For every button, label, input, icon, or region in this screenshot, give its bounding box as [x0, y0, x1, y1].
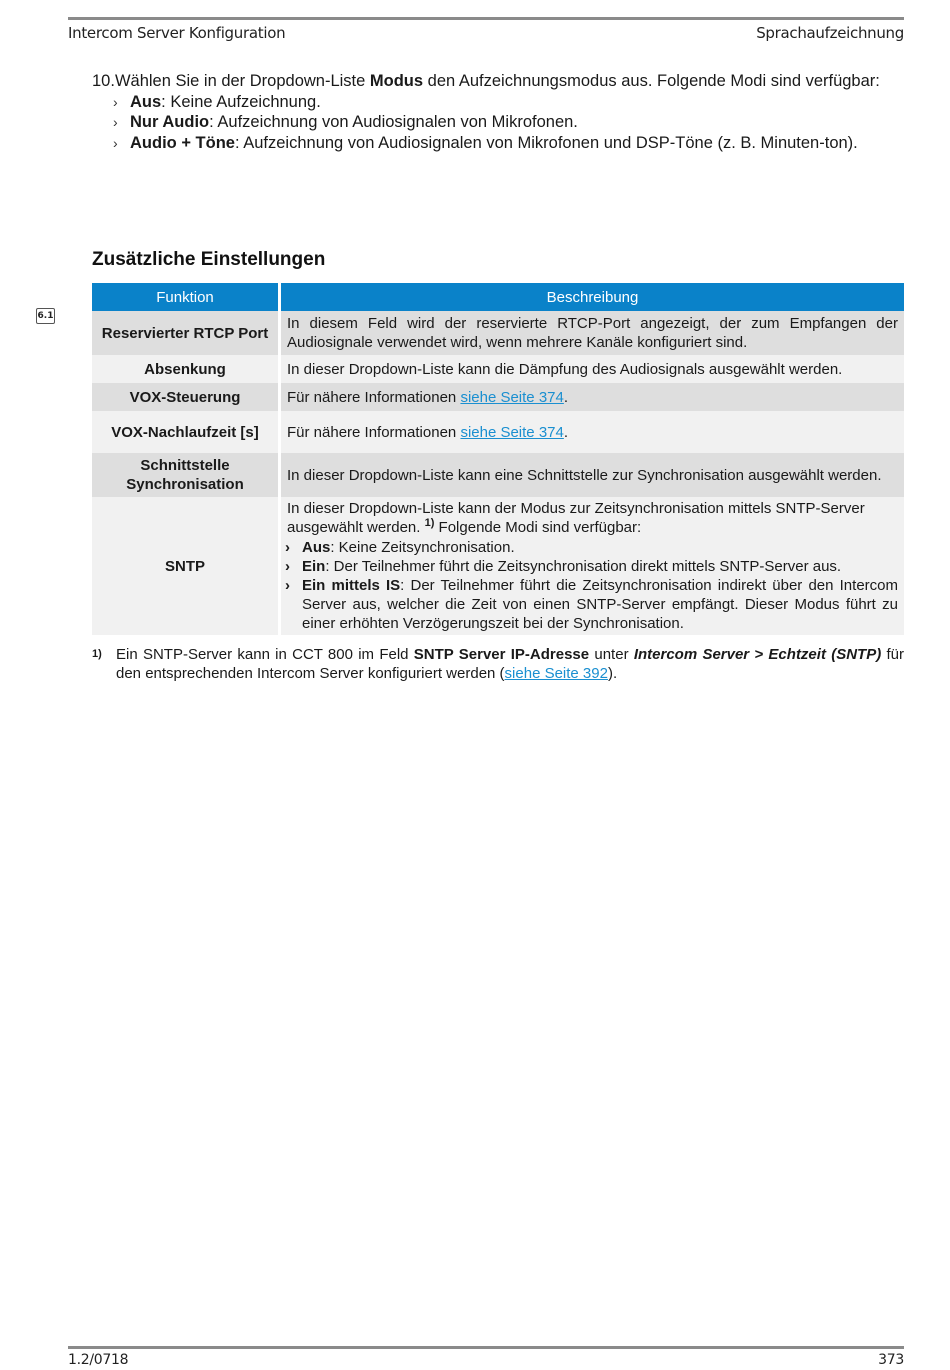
- page-link[interactable]: siehe Seite 374: [460, 388, 564, 406]
- cell-beschreibung: [281, 411, 904, 453]
- desc-text: In dieser Dropdown-Liste kann der Modus zur Zeitsynchronisation mittels SNTP-Server ausgewählt werden.: [287, 500, 865, 536]
- item-bold: Aus: [302, 539, 331, 556]
- header-rule: [68, 17, 904, 20]
- cell-beschreibung: [281, 497, 904, 635]
- table-row: [92, 311, 904, 355]
- section-title: Zusätzliche Einstellungen: [92, 249, 326, 270]
- list-item: [287, 538, 898, 557]
- step-text-after: den Aufzeichnungsmodus aus. Folgende Modi sind verfügbar:: [423, 72, 880, 90]
- cell-beschreibung: In dieser Dropdown-Liste kann eine Schnittstelle zur Synchronisation ausgewählt werden.: [281, 453, 904, 497]
- column-header-funktion: Funktion: [92, 283, 281, 311]
- list-item: [287, 576, 898, 633]
- cell-beschreibung: In dieser Dropdown-Liste kann die Dämpfung des Audiosignals ausgewählt werden.: [281, 355, 904, 383]
- cell-funktion: SNTP: [92, 497, 281, 635]
- step-bold-modus: Modus: [369, 72, 424, 90]
- footnote-mark: 1): [92, 648, 102, 660]
- item-bold: Ein: [302, 558, 326, 575]
- item-bold: Nur Audio: [130, 113, 210, 131]
- chevron-right-icon: ›: [113, 93, 118, 110]
- mode-list: [92, 92, 904, 154]
- item-text: : Der Teilnehmer führt die Zeitsynchronisation indirekt über den Intercom Server aus, welcher die Zeit von einen SNTP-Server empfängt. Dieser Modus führt zu einer erhöhten Verzögerungszeit bei der Synchronisation.: [302, 577, 898, 632]
- header-left: Intercom Server Konfiguration: [68, 24, 286, 42]
- step-number: 10.: [92, 72, 115, 90]
- table-header-row: [92, 283, 904, 311]
- footnote-ref: 1): [424, 517, 435, 529]
- list-item: [92, 133, 904, 154]
- page-number: 373: [878, 1352, 904, 1368]
- footnote-bold: SNTP Server IP-Adresse: [413, 646, 590, 663]
- desc-text: .: [563, 388, 569, 406]
- page-link[interactable]: siehe Seite 392: [504, 665, 608, 682]
- settings-table: [92, 283, 904, 635]
- footnote-text: unter: [589, 646, 634, 663]
- desc-text: .: [563, 423, 569, 441]
- footnote-text: Ein SNTP-Server kann in CCT 800 im Feld: [116, 646, 414, 663]
- item-text: : Der Teilnehmer führt die Zeitsynchronisation direkt mittels SNTP-Server aus.: [325, 558, 842, 575]
- cell-funktion: VOX-Steuerung: [92, 383, 281, 411]
- cell-funktion: Reservierter RTCP Port: [92, 311, 281, 355]
- cell-funktion: VOX-Nachlaufzeit [s]: [92, 411, 281, 453]
- footer-rule: [68, 1346, 904, 1349]
- cell-funktion: Absenkung: [92, 355, 281, 383]
- table-row: [92, 383, 904, 411]
- cell-funktion: Schnittstelle Synchronisation: [92, 453, 281, 497]
- footnote: [92, 645, 904, 683]
- footer-version: 1.2/0718: [68, 1352, 129, 1368]
- list-item: [92, 92, 904, 113]
- item-bold: Ein mittels IS: [302, 577, 401, 594]
- item-bold: Aus: [130, 92, 162, 111]
- desc-text: Folgende Modi sind verfügbar:: [434, 519, 642, 536]
- item-text: : Keine Aufzeichnung.: [161, 92, 321, 111]
- footnote-text: für den entsprechenden Intercom Server konfiguriert werden (: [116, 646, 904, 682]
- chevron-right-icon: ›: [113, 114, 118, 130]
- list-item: [287, 557, 898, 576]
- footnote-text: ).: [607, 665, 618, 682]
- desc-text: Für nähere Informationen: [287, 388, 461, 406]
- table-row: [92, 411, 904, 453]
- item-bold: Audio + Töne: [130, 133, 235, 152]
- sntp-mode-list: [287, 538, 898, 633]
- chevron-right-icon: ›: [285, 558, 290, 575]
- table-row: [92, 453, 904, 497]
- step-text-before: Wählen Sie in der Dropdown-Liste: [114, 72, 370, 90]
- page-link[interactable]: siehe Seite 374: [460, 423, 564, 441]
- column-header-beschreibung: Beschreibung: [281, 283, 904, 311]
- chevron-right-icon: ›: [113, 134, 118, 151]
- header-right: Sprachaufzeichnung: [756, 24, 904, 42]
- item-text: : Keine Zeitsynchronisation.: [330, 539, 515, 556]
- step-10: [92, 71, 904, 153]
- item-text: : Aufzeichnung von Audiosignalen von Mikrofonen und DSP-Töne (z. B. Minuten-ton).: [234, 133, 858, 152]
- table-row: [92, 355, 904, 383]
- chevron-right-icon: ›: [285, 539, 290, 556]
- item-text: : Aufzeichnung von Audiosignalen von Mikrofonen.: [209, 113, 578, 131]
- table-row: [92, 497, 904, 635]
- chevron-right-icon: ›: [285, 577, 290, 594]
- chapter-tag: 6.1: [36, 308, 55, 324]
- footnote-menu-path: Intercom Server > Echtzeit (SNTP): [633, 646, 882, 663]
- cell-beschreibung: In diesem Feld wird der reservierte RTCP-Port angezeigt, der zum Empfangen der Audiosignale verwendet wird, wenn mehrere Kanäle konfiguriert sind.: [281, 311, 904, 355]
- cell-beschreibung: [281, 383, 904, 411]
- list-item: [92, 112, 904, 133]
- desc-text: Für nähere Informationen: [287, 423, 461, 441]
